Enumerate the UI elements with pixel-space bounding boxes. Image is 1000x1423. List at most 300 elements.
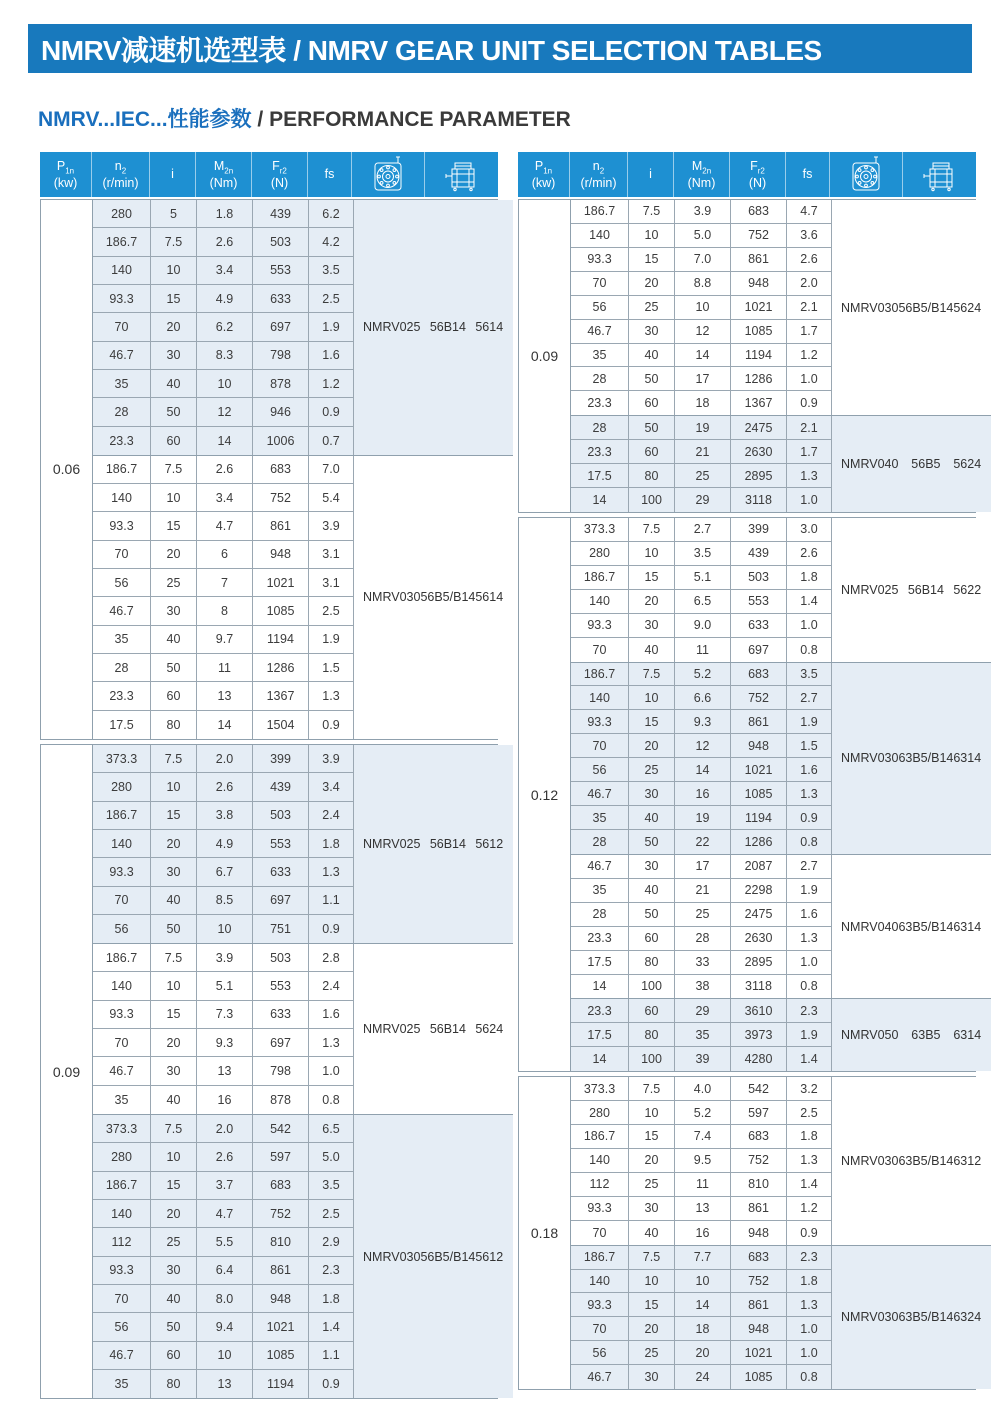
n2-cell: 23.3 [571,999,629,1022]
fs-cell: 1.3 [800,468,818,483]
ratio-cell: 25 [629,296,675,319]
model-block-rows [571,200,831,415]
n2-cell: 17.5 [571,1023,629,1046]
selection-tables [40,152,1000,1399]
ratio-cell: 30 [629,855,675,878]
torque-cell: 8.0 [197,1285,253,1312]
motor-flange: 56B14 [429,837,466,852]
ratio-cell: 20 [629,1149,675,1172]
torque-cell: 10 [675,1270,731,1293]
radial-load-cell: 503 [731,566,787,589]
fs-cell: 2.7 [800,859,818,874]
radial-load-cell: 861 [731,710,787,733]
radial-load-cell: 1194 [731,806,787,829]
ratio-cell: 60 [629,440,675,463]
n2-cell: 35 [571,879,629,902]
torque-cell: 10 [197,1342,253,1369]
col-header-m2n [674,152,730,197]
n2-cell: 46.7 [93,1057,151,1084]
table-row [93,1370,353,1398]
n2-cell: 186.7 [571,200,629,223]
model-block-rows [93,200,353,455]
radial-load-cell: 553 [253,972,309,999]
fs-cell: 0.9 [322,404,340,419]
n2-cell: 35 [93,1370,151,1398]
col-header-symbol: i [171,167,174,182]
fs-cell: 3.2 [800,1081,818,1096]
torque-cell: 14 [675,758,731,781]
table-row [571,663,831,687]
table-row [93,569,353,597]
n2-cell: 70 [93,1029,151,1056]
torque-cell: 13 [197,682,253,709]
table-row [571,1293,831,1317]
n2-cell: 186.7 [571,566,629,589]
col-header-symbol: $n_2$ [592,158,605,176]
ratio-cell: 25 [151,569,197,596]
n2-cell: 70 [571,638,629,662]
torque-cell: 21 [675,440,731,463]
table-row [93,626,353,654]
fs-cell: 6.2 [322,206,340,221]
fs-cell: 1.9 [800,1027,818,1042]
ratio-cell: 50 [151,398,197,425]
torque-cell: 2.6 [197,773,253,800]
radial-load-cell: 1194 [253,626,309,653]
model-block-rows [93,1115,353,1398]
subtitle-cn: NMRV...IEC...性能参数 [38,108,252,131]
model-cell [831,416,991,512]
model-block-rows [571,1077,831,1244]
fs-cell: 3.5 [800,666,818,681]
fs-cell: 2.3 [800,1003,818,1018]
ratio-cell: 30 [629,614,675,637]
torque-cell: 7.7 [675,1246,731,1269]
table-row [93,830,353,858]
torque-cell: 6.7 [197,858,253,885]
model-cell [831,200,991,415]
fs-cell: 3.0 [800,522,818,537]
table-row [571,927,831,951]
model-block-rows [93,944,353,1114]
n2-cell: 46.7 [93,1342,151,1369]
torque-cell: 8.3 [197,342,253,369]
radial-load-cell: 597 [253,1143,309,1170]
fs-cell: 2.0 [800,276,818,291]
ratio-cell: 20 [629,590,675,613]
ratio-cell: 25 [629,758,675,781]
fs-cell: 1.7 [800,444,818,459]
n2-cell: 56 [571,758,629,781]
col-header-unit: (Nm) [687,175,716,190]
n2-cell: 112 [571,1173,629,1196]
n2-cell: 35 [571,344,629,367]
table-row [93,682,353,710]
bearing-code: 6314 [953,751,982,766]
table-row [571,391,831,415]
model-name: NMRV030 [841,1153,899,1168]
fs-cell: 1.3 [800,1153,818,1168]
torque-cell: 5.5 [197,1228,253,1255]
fs-cell: 1.0 [800,955,818,970]
radial-load-cell: 751 [253,915,309,943]
n2-cell: 70 [571,272,629,295]
torque-cell: 4.7 [197,512,253,539]
table-row [571,1221,831,1245]
model-name: NMRV050 [841,1028,899,1043]
table-row [571,224,831,248]
table-row [93,370,353,398]
table-row [93,1115,353,1143]
torque-cell: 35 [675,1023,731,1046]
ratio-cell: 30 [151,342,197,369]
fs-cell: 1.1 [322,893,340,908]
radial-load-cell: 1021 [731,758,787,781]
torque-cell: 4.9 [197,830,253,857]
col-header-symbol: fs [324,167,335,182]
fs-cell: 1.8 [322,836,340,851]
ratio-cell: 60 [151,682,197,709]
fs-cell: 1.2 [800,1201,818,1216]
model-block [93,745,513,944]
torque-cell: 6.4 [197,1257,253,1284]
radial-load-cell: 2087 [731,855,787,878]
fs-cell: 1.5 [322,660,340,675]
torque-cell: 12 [675,734,731,757]
torque-cell: 3.4 [197,257,253,284]
fs-cell: 2.1 [800,420,818,435]
n2-cell: 93.3 [93,512,151,539]
radial-load-cell: 1021 [731,1341,787,1364]
ratio-cell: 50 [629,416,675,439]
radial-load-cell: 2475 [731,903,787,926]
radial-load-cell: 1006 [253,427,309,455]
motor-flange: 63B5 [911,1028,941,1043]
model-block-rows [93,456,353,739]
motor-flange: 56B5/B14 [898,300,954,315]
ratio-cell: 15 [151,512,197,539]
ratio-cell: 20 [151,1200,197,1227]
torque-cell: 8.8 [675,272,731,295]
col-header-symbol: $n_2$ [114,158,127,176]
torque-cell: 18 [675,391,731,415]
torque-cell: 6.6 [675,686,731,709]
torque-cell: 38 [675,975,731,999]
fs-cell: 3.6 [800,228,818,243]
radial-load-cell: 503 [253,944,309,971]
fs-cell: 1.4 [800,594,818,609]
model-block-rows [571,416,831,512]
model-block [93,456,513,739]
n2-cell: 28 [571,830,629,854]
ratio-cell: 10 [151,773,197,800]
fs-cell: 1.3 [800,786,818,801]
torque-cell: 9.7 [197,626,253,653]
ratio-cell: 10 [151,1143,197,1170]
fs-cell: 2.6 [800,252,818,267]
fs-cell: 2.7 [800,690,818,705]
table-row [93,257,353,285]
torque-cell: 6 [197,541,253,568]
torque-cell: 4.7 [197,1200,253,1227]
torque-cell: 16 [197,1086,253,1114]
ratio-cell: 30 [151,597,197,624]
radial-load-cell: 2630 [731,927,787,950]
ratio-cell: 7.5 [151,228,197,255]
n2-cell: 46.7 [93,597,151,624]
col-header-symbol: $M_{2n}$ [213,158,234,176]
ratio-cell: 15 [151,1001,197,1028]
fs-cell: 1.6 [322,348,340,363]
radial-load-cell: 4280 [731,1047,787,1071]
n2-cell: 28 [571,416,629,439]
radial-load-cell: 399 [253,745,309,772]
radial-load-cell: 861 [731,1293,787,1316]
radial-load-cell: 553 [731,590,787,613]
fs-cell: 3.9 [322,519,340,534]
n2-cell: 28 [93,398,151,425]
table-row [93,1257,353,1285]
col-header-fs [308,152,352,197]
table-row [571,566,831,590]
n2-cell: 93.3 [571,614,629,637]
n2-cell: 23.3 [93,427,151,455]
torque-cell: 10 [197,370,253,397]
ratio-cell: 15 [629,248,675,271]
radial-load-cell: 683 [731,200,787,223]
radial-load-cell: 2630 [731,440,787,463]
fs-cell: 2.8 [322,950,340,965]
model-block-rows [571,855,831,999]
ratio-cell: 15 [629,1125,675,1148]
fs-cell: 1.3 [800,1297,818,1312]
model-block [93,1115,513,1398]
power-group [518,199,982,513]
radial-load-cell: 810 [731,1173,787,1196]
ratio-cell: 20 [629,734,675,757]
fs-cell: 2.5 [322,604,340,619]
torque-cell: 14 [197,427,253,455]
fs-cell: 3.4 [322,779,340,794]
radial-load-cell: 597 [731,1101,787,1124]
bearing-code: 5612 [475,1249,504,1264]
motor-flange: 56B14 [429,320,466,335]
selection-table-right [518,152,982,1390]
radial-load-cell: 1085 [731,782,787,805]
radial-load-cell: 542 [731,1077,787,1100]
model-cell [353,456,513,739]
col-header-fr2 [730,152,786,197]
n2-cell: 186.7 [571,1246,629,1269]
ratio-cell: 60 [629,999,675,1022]
table-row [571,488,831,512]
n2-cell: 46.7 [93,342,151,369]
table-row [93,342,353,370]
torque-cell: 9.4 [197,1313,253,1340]
model-block-rows [93,745,353,943]
fs-cell: 2.4 [322,979,340,994]
model-block-rows [571,1246,831,1390]
page-banner [28,24,972,73]
page-title: NMRV减速机选型表 / NMRV GEAR UNIT SELECTION TABLES [41,34,822,66]
fs-cell: 3.5 [322,263,340,278]
gearbox-side-icon [425,152,498,197]
n2-cell: 186.7 [571,1125,629,1148]
table-row [93,711,353,739]
radial-load-cell: 1085 [731,320,787,343]
n2-cell: 23.3 [571,440,629,463]
table-row [93,1029,353,1057]
ratio-cell: 100 [629,975,675,999]
col-header-symbol: fs [802,167,813,182]
ratio-cell: 10 [629,686,675,709]
model-cell [831,1246,991,1390]
radial-load-cell: 633 [253,1001,309,1028]
ratio-cell: 100 [629,1047,675,1071]
col-header-p1n [40,152,92,197]
ratio-cell: 15 [151,802,197,829]
torque-cell: 25 [675,903,731,926]
fs-cell: 3.1 [322,575,340,590]
radial-load-cell: 798 [253,342,309,369]
model-name: NMRV030 [841,300,899,315]
radial-load-cell: 683 [253,456,309,483]
torque-cell: 1.8 [197,200,253,227]
table-row [571,1173,831,1197]
fs-cell: 0.9 [800,1225,818,1240]
ratio-cell: 7.5 [629,518,675,541]
ratio-cell: 7.5 [629,200,675,223]
power-group [40,199,504,740]
n2-cell: 70 [571,1317,629,1340]
table-row [571,1125,831,1149]
power-group-content [571,518,991,1071]
torque-cell: 5.0 [675,224,731,247]
ratio-cell: 5 [151,200,197,227]
radial-load-cell: 503 [253,228,309,255]
radial-load-cell: 633 [731,614,787,637]
table-row [571,951,831,975]
table-row [93,944,353,972]
n2-cell: 186.7 [571,663,629,686]
ratio-cell: 7.5 [151,456,197,483]
fs-cell: 1.9 [800,883,818,898]
n2-cell: 14 [571,1047,629,1071]
radial-load-cell: 752 [731,1149,787,1172]
ratio-cell: 20 [151,1029,197,1056]
fs-cell: 1.8 [800,1274,818,1289]
torque-cell: 2.6 [197,228,253,255]
fs-cell: 1.3 [322,864,340,879]
radial-load-cell: 1286 [731,367,787,390]
torque-cell: 5.2 [675,663,731,686]
n2-cell: 17.5 [571,951,629,974]
torque-cell: 7.3 [197,1001,253,1028]
ratio-cell: 40 [629,1221,675,1245]
ratio-cell: 40 [151,626,197,653]
radial-load-cell: 752 [253,1200,309,1227]
n2-cell: 93.3 [571,710,629,733]
col-header-m2n [196,152,252,197]
n2-cell: 140 [93,830,151,857]
model-block [571,855,991,1000]
torque-cell: 3.5 [675,542,731,565]
radial-load-cell: 1194 [253,1370,309,1398]
selection-table-left [40,152,504,1399]
ratio-cell: 40 [629,879,675,902]
radial-load-cell: 752 [731,224,787,247]
radial-load-cell: 439 [731,542,787,565]
radial-load-cell: 878 [253,370,309,397]
motor-flange: 56B5 [911,457,941,472]
table-row [571,248,831,272]
col-header-unit: (N) [270,175,289,190]
n2-cell: 14 [571,975,629,999]
ratio-cell: 40 [151,887,197,914]
ratio-cell: 40 [151,1285,197,1312]
fs-cell: 1.3 [322,1035,340,1050]
fs-cell: 2.1 [800,300,818,315]
radial-load-cell: 399 [731,518,787,541]
bearing-code: 6312 [953,1153,982,1168]
ratio-cell: 10 [629,1270,675,1293]
table-row [571,590,831,614]
fs-cell: 0.7 [322,433,340,448]
n2-cell: 373.3 [93,1115,151,1142]
ratio-cell: 10 [151,257,197,284]
n2-cell: 373.3 [93,745,151,772]
torque-cell: 12 [197,398,253,425]
ratio-cell: 30 [629,1365,675,1389]
bearing-code: 5622 [953,582,982,597]
col-header-unit: (Nm) [209,175,238,190]
table-row [571,855,831,879]
table-row [571,903,831,927]
bearing-code: 6314 [953,1028,982,1043]
radial-load-cell: 861 [731,1197,787,1220]
torque-cell: 3.7 [197,1172,253,1199]
ratio-cell: 100 [629,488,675,512]
ratio-cell: 40 [151,1086,197,1114]
ratio-cell: 50 [629,367,675,390]
n2-cell: 93.3 [571,1197,629,1220]
ratio-cell: 80 [151,711,197,739]
table-row [571,879,831,903]
table-row [93,745,353,773]
radial-load-cell: 948 [731,272,787,295]
radial-load-cell: 697 [253,313,309,340]
torque-cell: 2.6 [197,456,253,483]
power-group-content [93,200,513,739]
fs-cell: 1.6 [322,1007,340,1022]
torque-cell: 39 [675,1047,731,1071]
bearing-code: 6314 [953,919,982,934]
radial-load-cell: 1286 [731,830,787,854]
torque-cell: 8 [197,597,253,624]
ratio-cell: 15 [629,710,675,733]
fs-cell: 1.3 [800,931,818,946]
gearbox-side-icon [903,152,976,197]
bearing-code: 5614 [475,320,504,335]
ratio-cell: 7.5 [151,745,197,772]
ratio-cell: 60 [151,1342,197,1369]
table-row [93,1172,353,1200]
fs-cell: 1.6 [800,762,818,777]
torque-cell: 33 [675,951,731,974]
col-header-unit: (N) [748,175,767,190]
power-value: 0.18 [519,1077,571,1389]
ratio-cell: 7.5 [151,1115,197,1142]
